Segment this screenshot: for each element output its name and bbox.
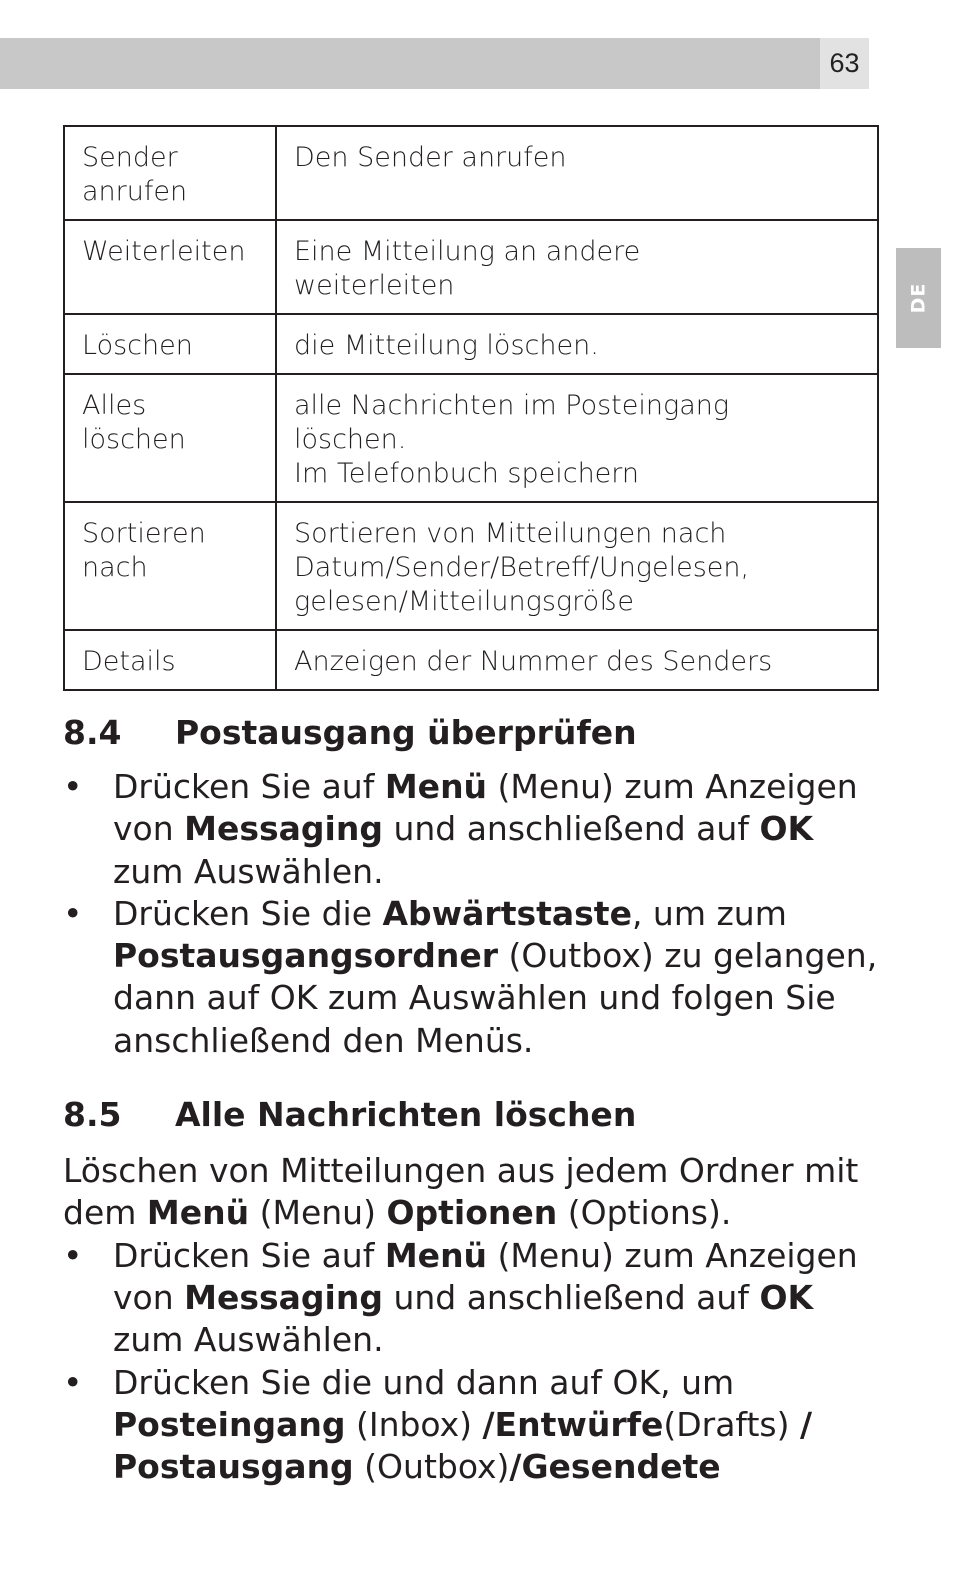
- option-name: Details: [64, 630, 276, 690]
- keyword: Posteingang: [113, 1404, 346, 1444]
- page-number: 63: [820, 38, 869, 89]
- text: (Inbox): [345, 1404, 483, 1444]
- main-content: [63, 708, 883, 1488]
- option-description: die Mitteilung löschen.: [276, 314, 878, 374]
- text: und anschließend auf: [382, 1277, 760, 1317]
- text: Drücken Sie die: [113, 893, 383, 933]
- keyword: OK: [759, 809, 814, 849]
- option-name: Weiterleiten: [64, 220, 276, 314]
- text: (Menu) zum Anzeigen von: [113, 767, 858, 849]
- keyword: Messaging: [184, 1277, 383, 1317]
- intro-paragraph: [63, 1150, 883, 1235]
- text: zum Auswählen.: [113, 1320, 384, 1360]
- option-description: Den Sender anrufen: [276, 126, 878, 220]
- text: (Outbox): [353, 1447, 510, 1487]
- section-number: 8.4: [63, 713, 122, 752]
- bullet-list: [63, 1235, 883, 1489]
- text: (Menu) zum Anzeigen von: [113, 1235, 858, 1317]
- section-title: Postausgang überprüfen: [175, 713, 637, 752]
- keyword: Menü: [384, 767, 488, 806]
- keyword: /Gesendete: [509, 1447, 721, 1487]
- table-row: [64, 220, 878, 314]
- option-description: Eine Mitteilung an andere weiterleiten: [276, 220, 878, 314]
- section-heading: [63, 1090, 883, 1140]
- text: (Menu): [249, 1193, 387, 1233]
- table-row: [64, 374, 878, 502]
- text: (Options).: [557, 1193, 732, 1233]
- text: (Outbox) zu gelangen, dann auf OK zum Auswählen und folgen Sie anschließend den Menüs.: [113, 936, 878, 1060]
- text: , um zum: [631, 893, 787, 933]
- list-item: [63, 1362, 883, 1489]
- table-row: [64, 314, 878, 374]
- keyword: /: [799, 1404, 813, 1444]
- keyword: Menü: [146, 1193, 250, 1233]
- option-name: Löschen: [64, 314, 276, 374]
- list-item: [63, 893, 883, 1062]
- text: Drücken Sie auf: [113, 767, 385, 806]
- section-heading: [63, 708, 883, 758]
- section-8-4: [63, 708, 883, 1062]
- table-row: [64, 126, 878, 220]
- section-number: 8.5: [63, 1095, 122, 1135]
- table-row: [64, 630, 878, 690]
- keyword: /Entwürfe: [482, 1404, 664, 1444]
- language-tab: [896, 248, 941, 348]
- option-description: Anzeigen der Nummer des Senders: [276, 630, 878, 690]
- text: Löschen von Mitteilungen aus jedem Ordner mit dem: [63, 1151, 859, 1233]
- keyword: OK: [759, 1277, 814, 1317]
- keyword: Menü: [384, 1235, 488, 1275]
- keyword: Postausgangsordner: [113, 936, 499, 976]
- section-title: Alle Nachrichten löschen: [175, 1095, 637, 1135]
- list-item: [63, 1235, 883, 1362]
- option-name: Alles löschen: [64, 374, 276, 502]
- text: Drücken Sie auf: [113, 1235, 385, 1275]
- keyword: Optionen: [386, 1193, 558, 1233]
- section-8-5: [63, 1090, 883, 1488]
- bullet-list: [63, 766, 883, 1062]
- text: (Drafts): [663, 1404, 800, 1444]
- list-item: [63, 766, 883, 893]
- language-tab-label: DE: [907, 282, 930, 314]
- text: und anschließend auf: [382, 809, 760, 849]
- header-bar: [0, 38, 820, 89]
- keyword: Postausgang: [113, 1447, 354, 1487]
- keyword: Abwärtstaste: [382, 893, 632, 933]
- text: Drücken Sie die und dann auf OK, um: [113, 1362, 735, 1402]
- text: zum Auswählen.: [113, 851, 384, 891]
- option-name: Sortieren nach: [64, 502, 276, 630]
- option-description: alle Nachrichten im Posteingang löschen. Im Telefonbuch speichern: [276, 374, 878, 502]
- option-description: Sortieren von Mitteilungen nach Datum/Sender/Betreff/Ungelesen, gelesen/Mitteilungsgröße: [276, 502, 878, 630]
- table-row: [64, 502, 878, 630]
- options-table: [63, 125, 879, 691]
- keyword: Messaging: [184, 809, 383, 849]
- option-name: Sender anrufen: [64, 126, 276, 220]
